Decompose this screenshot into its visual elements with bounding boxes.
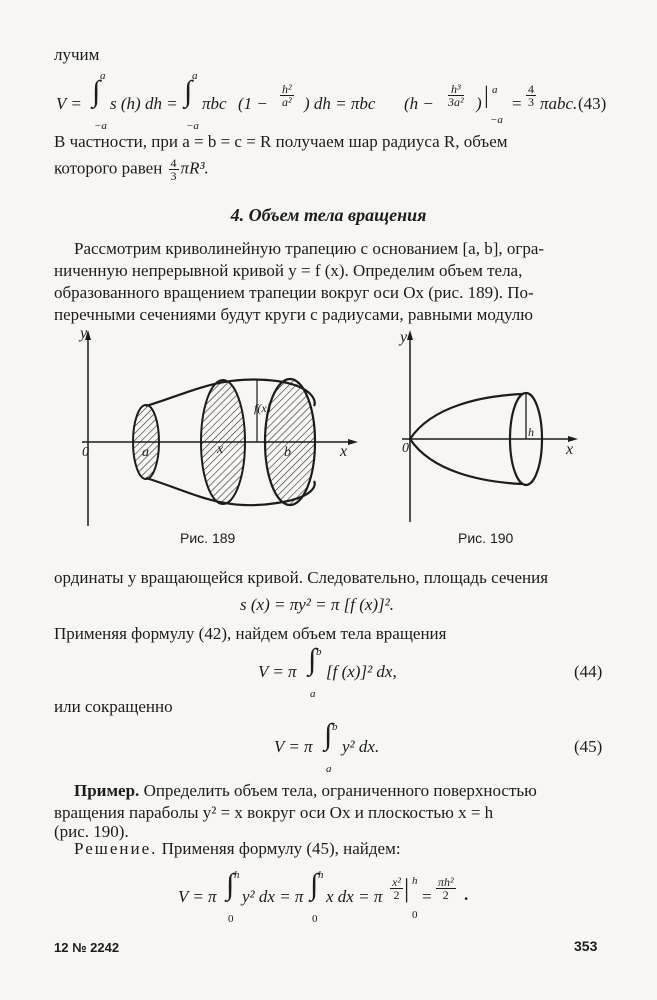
para-sphere-line2: которого равен $\frac{4}{3}$ πR³.: [54, 156, 209, 183]
formula-section-area: s (x) = πy² = π [f (x)]².: [240, 595, 395, 614]
f43-frac1: $\frac{\text{h²}}{\text{a²}}$: [282, 82, 292, 109]
section-heading: 4. Объем тела вращения: [230, 205, 427, 225]
f43-int2-lower: −a: [186, 120, 199, 132]
f43-eval-upper: a: [492, 84, 498, 96]
label-xi: x: [217, 442, 224, 457]
final-frac1: $\frac{\text{x²}}{2}$: [392, 875, 401, 902]
formula-45: V = π ∫ b a y² dx. (45): [274, 718, 603, 775]
f43-int2-upper: a: [192, 70, 198, 82]
f43-eval-lower: −a: [490, 114, 503, 126]
final-frac2: $\frac{\text{πh²}}{2}$: [438, 875, 454, 902]
equation-number-43: (43): [578, 94, 607, 113]
f43-paren1-post: ) dh = πbc: [304, 94, 376, 113]
f43-paren1-pre: (1 −: [238, 94, 268, 113]
example-line1: Пример. Определить объем тела, ограниченного поверхностью: [74, 781, 537, 800]
integral-sign-1: ∫: [92, 75, 101, 108]
example-line2: вращения параболы y² = x вокруг оси Ox и плоскостью x = h: [54, 803, 494, 822]
label-fx: f(x): [254, 401, 271, 415]
para2-line3: образованного вращением трапеции вокруг оси Ox (рис. 189). По-: [54, 283, 534, 302]
integral-sign-f1: ∫: [226, 868, 235, 901]
integral-sign-f2: ∫: [310, 868, 319, 901]
figure-189: [72, 326, 362, 536]
disk-a: [133, 405, 159, 479]
f43-lhs: V =: [56, 94, 82, 113]
f43-paren2-pre: (h −: [404, 94, 434, 113]
label-y: y: [80, 326, 88, 342]
page-number: 353: [574, 938, 598, 954]
parabola-lower: [410, 439, 522, 484]
para4: Применяя формулу (42), найдем объем тела вращения: [54, 624, 447, 643]
f43-int1-body: s (h) dh =: [110, 94, 178, 113]
label-origin: 0: [82, 445, 89, 460]
f43-int2-pre: πbc: [202, 94, 227, 113]
para2-line2: ниченную непрерывной кривой y = f (x). Определим объем тела,: [54, 261, 523, 280]
para2-line4: перечными сечениями будут круги с радиусами, равными модулю: [54, 305, 533, 324]
text-fragment-top: лучим: [54, 45, 100, 64]
example-line3: (рис. 190).: [54, 822, 129, 841]
parabola-upper: [410, 394, 522, 439]
caption-fig190: Рис. 190: [458, 530, 514, 546]
para3: ординаты y вращающейся кривой. Следовательно, площадь сечения: [54, 568, 549, 587]
para2-line1: Рассмотрим криволинейную трапецию с основанием [a, b], огра-: [74, 239, 545, 258]
eval-bar: |: [484, 83, 489, 109]
example-label: Пример.: [74, 781, 140, 800]
para5: или сокращенно: [54, 697, 173, 716]
f43-paren2-post: ): [476, 94, 482, 113]
label-y-190: y: [400, 329, 408, 346]
integral-sign-44: ∫: [308, 643, 317, 676]
f43-int1-upper: a: [100, 70, 106, 82]
label-h: h: [528, 425, 534, 439]
sphere-frac: $\frac{4}{3}$: [170, 156, 177, 183]
label-a: a: [142, 445, 149, 460]
formula-43: [56, 70, 616, 133]
f43-frac2: $\frac{\text{h³}}{\text{3a²}}$: [448, 82, 464, 109]
formula-final: V = π ∫ h 0 y² dx = π ∫ h 0 x dx = π $\frac{\text{x²}}{2}$ | h 0 = $\frac{\text{πh²}}{2}$ .: [178, 868, 469, 925]
f43-eq: =: [512, 94, 522, 113]
f43-int1-lower: −a: [94, 120, 107, 132]
caption-fig189: Рис. 189: [180, 530, 236, 546]
label-x-190: x: [566, 441, 574, 458]
label-origin-190: 0: [402, 441, 409, 456]
equation-number-44: (44): [574, 662, 603, 681]
para-sphere-line1: В частности, при a = b = c = R получаем шар радиуса R, объем: [54, 132, 508, 151]
f43-result: πabc.: [540, 94, 578, 113]
solution-label: Решение.: [74, 839, 158, 858]
formula-44: V = π ∫ b a [f (x)]² dx, (44): [258, 643, 603, 700]
solution-line: Решение. Применяя формулу (45), найдем:: [74, 839, 401, 858]
footer-signature: 12 № 2242: [54, 940, 120, 955]
integral-sign-2: ∫: [184, 75, 193, 108]
equation-number-45: (45): [574, 737, 603, 756]
integral-sign-45: ∫: [324, 718, 333, 751]
label-b: b: [284, 445, 291, 460]
f43-frac3: $\frac{4}{3}$: [528, 82, 534, 109]
label-x: x: [340, 443, 348, 460]
disk-b: [265, 379, 315, 505]
figure-190: [392, 326, 592, 526]
